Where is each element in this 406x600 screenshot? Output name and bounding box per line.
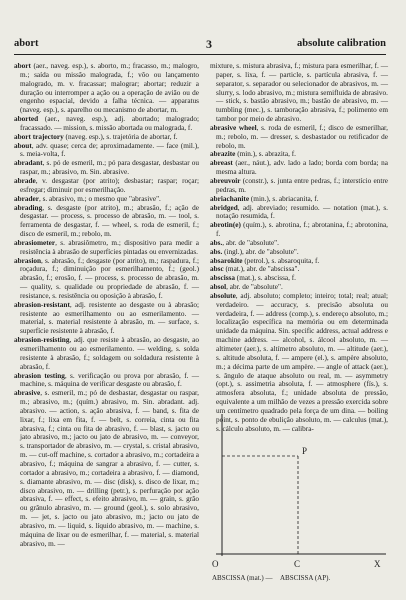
dictionary-entry [14, 177, 199, 195]
entry-headword: aborted [14, 115, 39, 124]
right-column [210, 62, 388, 433]
entry-definition: , adj. abreviado; resumido. — notation (mat.), s. notação resumida, f. [216, 203, 388, 221]
point-c-label: C [294, 559, 301, 569]
entry-headword: about [14, 141, 32, 150]
entry-headword: abs. [210, 247, 223, 256]
page-number: 3 [206, 37, 212, 51]
entry-headword: abs. [210, 238, 223, 247]
entry-definition: , s. abrasão, f.; desgaste (por atrito), m.; raspadura, f.; roçadura, f.; diminuição por esmerilhamento, f.; (geol.) abrasão, f.; erosão, f. — process, s. processo de abrasão, m. — quality, s. qualidade ou propriedade de abrasão, f. — resistance, s. resistência ou oposição à abrasão, f. [20, 256, 199, 300]
entry-definition: (constr.), s. junta entre pedras, f.; interstício entre pedras, m. [216, 176, 388, 194]
entry-definition: , s. abrasiômetro, m.; dispositivo para medir a resistência à abrasão de superfícies pintadas ou envernizadas. [20, 238, 199, 256]
entry-headword: absarokite [210, 256, 243, 265]
point-x-label: X [374, 559, 381, 569]
dictionary-entry [210, 248, 388, 257]
origin-label: O [212, 559, 219, 569]
dictionary-entry [210, 159, 388, 177]
entry-headword: abscissa [210, 274, 235, 283]
entry-definition: (min.), s. abriacanita, f. [249, 194, 319, 203]
dictionary-entry [14, 239, 199, 257]
dictionary-entry [14, 159, 199, 177]
dictionary-entry [14, 195, 199, 204]
entry-definition: (aer., náut.), adv. lado a lado; borda com borda; na mesma altura. [216, 159, 388, 177]
dictionary-entry [210, 265, 388, 274]
dictionary-entry [210, 221, 388, 239]
dictionary-entry [14, 62, 199, 115]
entry-headword: absolute [210, 291, 236, 300]
entry-headword: abrotin(e) [210, 221, 241, 230]
abscissa-diagram [210, 404, 388, 584]
entry-headword: absol [210, 283, 227, 292]
entry-headword: abreuvoir [210, 176, 241, 185]
dictionary-entry [14, 336, 199, 371]
entry-definition: , s. roda de esmeril, f.; disco de esmerilhar, m.; rebolo, m. — dresser, s. desbastador ou retificador de rebolo, m. [216, 123, 388, 150]
entry-headword: abrade [14, 176, 36, 185]
entry-headword: abrasive wheel [210, 123, 257, 132]
figure-caption-right: ABSCISSA (AP). [280, 574, 331, 582]
entry-definition: (naveg. esp.), s. trajetória de abortar, f. [63, 132, 178, 141]
entry-definition: (quím.), s. abrotina, f.; abrotanina, f.; abrotonina, f. [216, 221, 388, 239]
entry-definition: (mat.), s. abscissa, f. [234, 274, 296, 283]
dictionary-entry [210, 283, 388, 292]
entry-definition: , abr. de "absolute". [222, 238, 279, 247]
dictionary-entry [210, 150, 388, 159]
dictionary-entry [210, 62, 388, 124]
dictionary-entry [210, 195, 388, 204]
dictionary-entry [210, 274, 388, 283]
entry-definition: mixture, s. mistura abrasiva, f.; mistura para esmerilhar, f. — paper, s. lixa, f. — particle, s. partícula abrasiva, f. — separator, s. separador ou selecionador de abrasivos, m. — slurry, s. lodo abrasivo, m.; mistura semifluida de abrasivo. — stick, s. bastão abrasivo, m.; bastão de abrasivo, m. — tumbling (mec.), s. tamboração abrasiva, f.; polimento em tambor por meio de abrasivo. [210, 62, 388, 124]
entry-definition: (mat.), abr. de "abscissa". [223, 265, 300, 274]
entry-definition: (aer., naveg. esp.), s. aborto, m.; fracasso, m.; malogro, m.; saída ou missão malograda, f.; vôo ou lançamento malogrado, m. v. fracassar; malograr; abortar; reduzir a duração ou interromper a ação ou a operação de avião ou de engenho espacial, devido a falha técnica. — apparatus (naveg. esp.), s. aparelho ou mecanismo de abortar, m. [20, 62, 199, 115]
figure-caption-left: ABSCISSA (mat.) — [212, 574, 273, 582]
entry-headword: abrader [14, 194, 39, 203]
entry-headword: abrasion-resistant [14, 300, 70, 309]
dictionary-entry [210, 124, 388, 151]
dictionary-entry [14, 301, 199, 336]
entry-definition: , s. abrasivo, m.; o mesmo que "abrasive". [38, 194, 161, 203]
entry-definition: (petrol.), s. absaroquita, f. [242, 256, 320, 265]
entry-definition: , abr. de "absolute". [226, 283, 283, 292]
dictionary-entry [210, 239, 388, 248]
entry-headword: abrasion [14, 256, 41, 265]
page-header [14, 38, 386, 55]
header-first-word: abort [14, 38, 39, 49]
entry-headword: abrazite [210, 150, 236, 159]
entry-headword: absc [210, 265, 224, 274]
entry-definition: , v. desgastar (por atrito); desbastar; raspar; roçar; esfregar; diminuir por esmerilhação. [20, 176, 199, 194]
dictionary-entry [14, 389, 199, 548]
dictionary-entry [210, 177, 388, 195]
entry-definition: , s. esmeril, m.; pó de desbastar, desgastar ou raspar, m.; abrasivo, m.; (quím.) abrasivo, m. Sin. abradant. adj. abrasivo. — action, s. ação abrasiva, f. — band, s. fita de lixar, f.; lixa em fita, f. — belt, s. correia, cinta ou fita abrasiva, f.; cinta ou fita de abrasivo, f. — blast, s. jacto ou jato abrasivo, m.; jacto ou jato de abrasivo, m. — conveyor, s. transportador de abrasivo, m. — crystal, s. cristal abrasivo, m. — cut-off machine, s. cortador a abrasivo, m.; cortadeira a abrasivo, f.; máquina de sangrar a abrasivo, f. — cutter, s. cortador a abrasivo, m.; cortadeira a abrasivo, f. — diamond, s. diamante abrasivo, m. — disc (disk), s. disco de lixar, m.; disco abrasivo, m. — drilling (petr.), s. perfuração por ação abrasiva, f. — effect, s. efeito abrasivo, m. — grain, s. grão ou grânulo abrasivo, m. — ground (geol.), s. solo abrasivo, m. — jet, s. jacto ou jato abrasivo, m.; jacto ou jato de abrasivo, m. — liquid, s. líquido abrasivo, m. — machine, s. máquina de lixar ou de esmerilhar, f. — material, s. material abrasivo, m. — [20, 389, 199, 548]
entry-headword: abort trajectory [14, 132, 64, 141]
entry-definition: , adj. que resiste à abrasão, ao desgaste, ao esmerilhamento ou ao esmerilamento. — welding, s. solda resistente à abrasão, f.; soldagem ou soldadura resistente à abrasão, f. [20, 336, 199, 371]
entry-definition: , adj. resistente ao desgaste ou à abrasão; resistente ao esmerilhamento ou ao esmerilamento. — material, s. material resistente à abrasão, m. — surface, s. superfície resistente à abrasão, f. [20, 300, 199, 336]
dictionary-entry [14, 372, 199, 390]
entry-definition: , adv. quase; cerca de; aproximadamente. — face (mil.), s. meia-volta, f. [20, 141, 199, 159]
entry-definition: , s. verificação ou prova por abrasão, f. — machine, s. máquina de verificar desgaste ou abrasão, f. [20, 371, 199, 389]
point-p-label: P [302, 446, 308, 456]
entry-headword: abridged [210, 203, 238, 212]
entry-headword: abreast [210, 159, 233, 168]
dictionary-entry [14, 115, 199, 133]
entry-definition: (aer., naveg. esp.), adj. abortado; malogrado; fracassado. — mission, s. missão abortada ou malograda, f. [20, 115, 199, 132]
header-last-word: absolute calibration [297, 38, 386, 49]
dictionary-entry [210, 204, 388, 222]
dictionary-entry [210, 257, 388, 266]
entry-headword: abrasion testing [14, 371, 65, 380]
entry-headword: abrasive [14, 389, 41, 398]
entry-headword: abort [14, 62, 31, 70]
dictionary-entry [14, 257, 199, 301]
entry-definition: , adj. absoluto; completo; inteiro; total; real; atual; verdadeiro. — accuracy, s. precisão absoluta ou verdadeira, f. — address (comp.), s. endereço absoluto, m.; localização específica na memória ou em determinada unidade da máquina. Sin. specific address, actual address e machine address. — alcohol, s. álcool absoluto, m. — altimeter (aer.), s. altímetro absoluto, m. — altitude (aer.), s. altitude absoluta, f. — ampere (el.), s. ampère absoluto, m.; a décima parte de um ampère. — angle of attack (aer.), s. ângulo de ataque absoluto ou real, m. — asymmetry (opt.), s. assimetria absoluta, f. — atmosphere (fís.), s. atmosfera absoluta, f.; unidade absoluta de pressão, equivalente a um milhão de vezes a pressão exercida sobre um centímetro quadrado pela força de um dina. — boiling point, s. ponto de ebulição absoluto, m. — calculus (mat.), s. cálculo absoluto, m. — calibra- [216, 291, 388, 433]
left-column [14, 62, 199, 590]
entry-definition: , s. pó de esmeril, m.; pó para desgastar, desbastar ou raspar, m.; abrasivo, m. Sin. abrasive. [20, 159, 199, 177]
dictionary-entry [14, 204, 199, 239]
entry-definition: , s. desgaste (por atrito), m.; abrasão, f.; ação de desgastar. — process, s. processo de abrasão, m. — tool, s. ferramenta de desgastar, f. — wheel, s. roda de esmeril, f.; disco de esmeril, m.; rebolo, m. [20, 203, 199, 239]
entry-headword: abrading [14, 203, 43, 212]
entry-headword: abradant [14, 159, 43, 168]
entry-headword: abriachanite [210, 194, 250, 203]
entry-definition: (min.), s. abrazita, f. [235, 150, 296, 159]
dictionary-entry [14, 142, 199, 160]
entry-headword: abrasiometer [14, 238, 56, 247]
entry-headword: abrasion-resisting [14, 336, 70, 345]
entry-definition: (ingl.), abr. de "absolute". [222, 247, 299, 256]
abscissa-figure [210, 404, 388, 584]
dictionary-entry [14, 133, 199, 142]
